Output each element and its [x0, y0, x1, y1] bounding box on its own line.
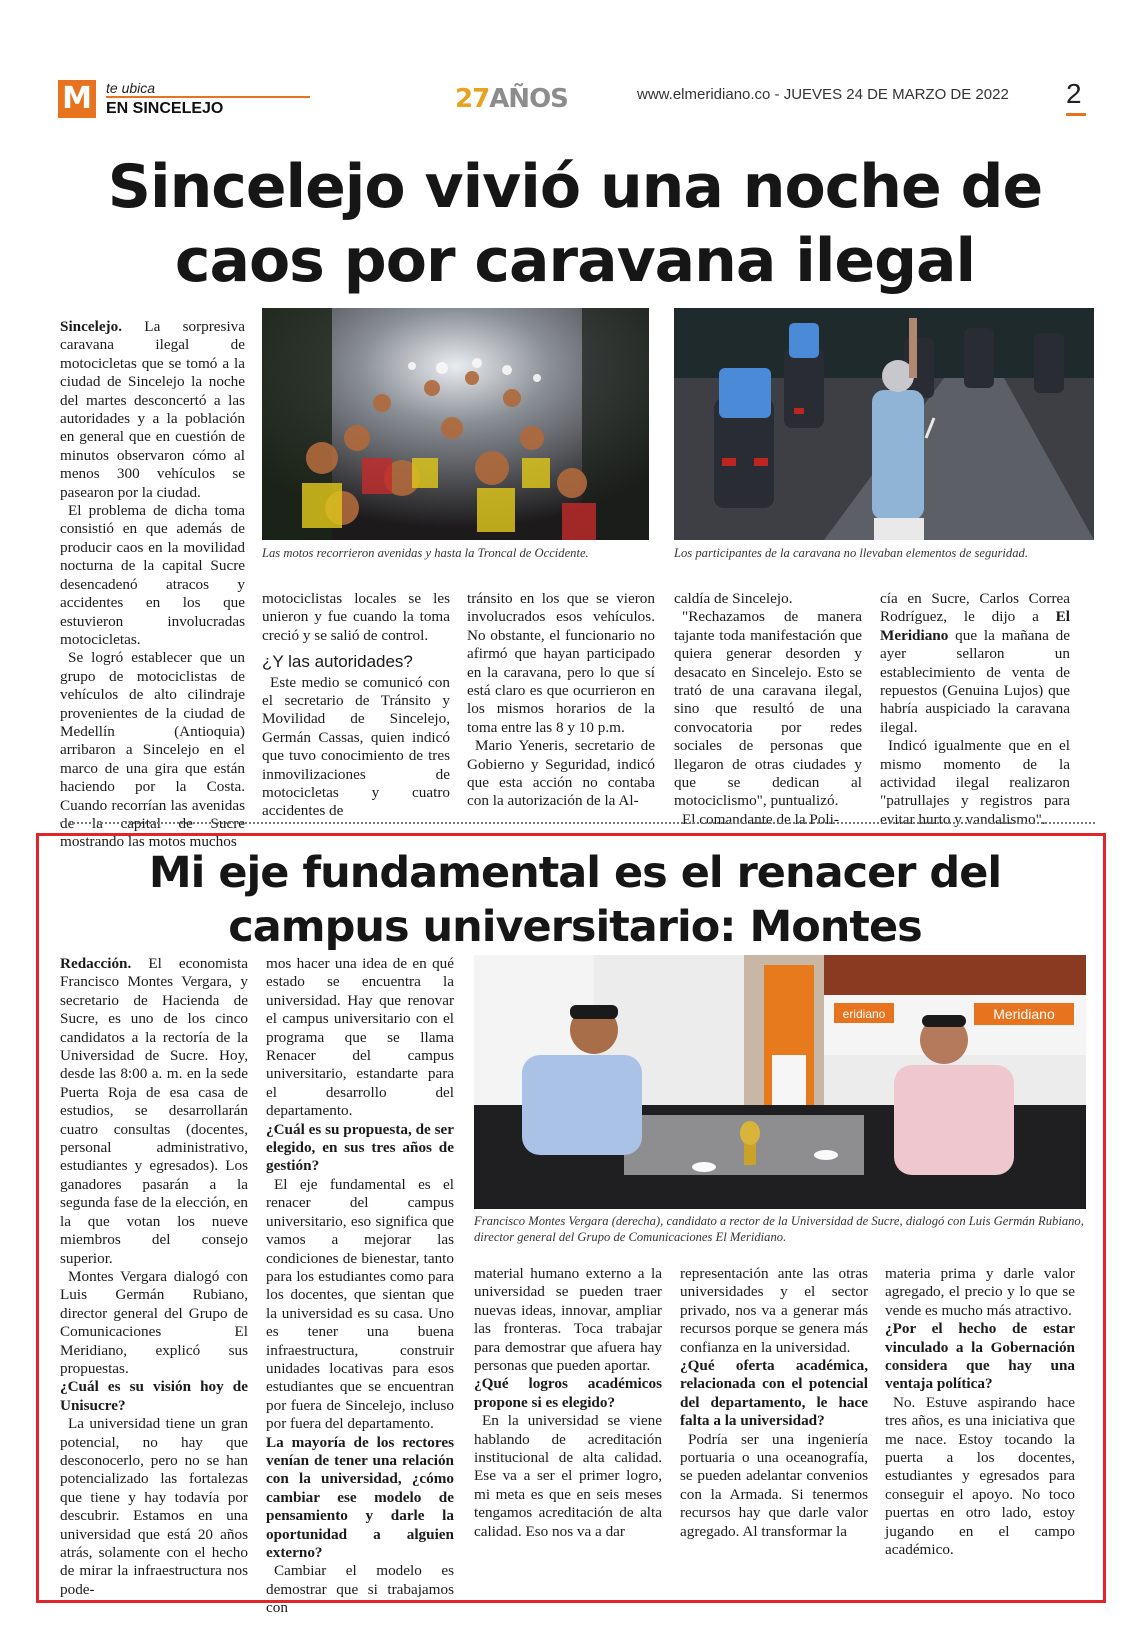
- story1-photo1-caption: Las motos recorrieron avenidas y hasta la Troncal de Occidente.: [262, 546, 589, 560]
- sign-left-text: eridiano: [842, 1007, 886, 1021]
- story2-question: ¿Cuál es su visión hoy de Unisucre?: [60, 1378, 248, 1414]
- story1-paragraph: motociclistas locales se les unieron y fue cuando la toma creció y se salió de control.: [262, 590, 450, 644]
- story2-lead-text: El economista Francisco Montes Vergara, y secretario de Hacienda de Sucre, es uno de los cinco candidatos a la rectoría de la Universidad de Sucre. Hoy, desde las 8:00 a. m. en la sede Puerta Roja de esa casa de estudios, se desarrollarán cuatro consultas (docentes, personal administrativo, estudiantes y egresados). Los ganadores pasarán a la segunda fase de la elección, en la que votan los nueve miembros del consejo superior.: [60, 955, 248, 1267]
- story2-column-5: [885, 1265, 1075, 1560]
- sign-right-text: Meridiano: [993, 1006, 1055, 1022]
- newspaper-logo: M: [58, 80, 96, 118]
- story1-subhead: ¿Y las autoridades?: [262, 652, 413, 672]
- story2-paragraph: La universidad tiene un gran potencial, no hay que desconocerlo, pero no se han potencializado las fortalezas que tiene y hay todavía por descubrir. Estamos en una universidad que está 20 años atrás, solamente con el hecho de mirar la infraestructura nos pode-: [60, 1415, 248, 1598]
- story2-column-4: [680, 1265, 868, 1541]
- story1-lead-paragraph: [60, 318, 245, 502]
- story1-column-5: [880, 590, 1070, 829]
- story1-column-4: [674, 590, 862, 829]
- story2-dateline: Redacción.: [60, 955, 132, 972]
- meridiano-sign-left: [834, 1003, 894, 1023]
- story1-text: cía en Sucre, Carlos Correa Rodríguez, le dijo a: [880, 590, 1070, 626]
- story2-photo-caption: Francisco Montes Vergara (derecha), candidato a rector de la Universidad de Sucre, dialogó con Luis Germán Rubiano, director general del Grupo de Comunicaciones El Meridiano.: [474, 1214, 1084, 1244]
- anniversary-badge: [455, 84, 568, 114]
- story1-paragraph: El comandante de la Poli-: [682, 810, 839, 828]
- story1-paragraph: caldía de Sincelejo.: [674, 590, 793, 607]
- story2-column-2: [266, 955, 454, 1618]
- story1-column-1: [60, 318, 245, 852]
- story2-paragraph: El eje fundamental es el renacer del campus universitario, eso significa que vamos a mejorar las condiciones de bienestar, tanto para los estudiantes como para los docentes, que sientan que la universidad es su casa. Uno es tener una buena infraestructura, construir unidades locativas para esos estudiantes que se encuentran por fuera de Sincelejo, incluso por fuera del departamento.: [266, 1175, 454, 1433]
- story1-photo2-caption: Los participantes de la caravana no llevaban elementos de seguridad.: [674, 546, 1028, 560]
- section-name: EN SINCELEJO: [106, 100, 224, 117]
- story1-paragraph: "Rechazamos de manera tajante toda manifestación que quiera generar desorden y desacato en Sincelejo. Esto se trató de una caravana ilegal, sino que resultó de una convocatoria por redes sociales de personas que llegaron de otras ciudades y que se dedican al motociclismo", puntualizó.: [674, 608, 862, 810]
- story2-question: ¿Cuál es su propuesta, de ser elegido, en sus tres años de gestión?: [266, 1120, 454, 1175]
- story2-photo-interview: [474, 955, 1086, 1209]
- section-tagline: te ubica: [106, 80, 156, 96]
- site-and-date: www.elmeridiano.co - JUEVES 24 DE MARZO DE 2022: [637, 86, 1009, 103]
- story2-paragraph: material humano externo a la universidad se pueden traer nuevas ideas, innovar, ampliar las fronteras. Toca trabajar para demostrar que afuera hay personas que pueden aportar.: [474, 1265, 662, 1375]
- section-rule: [106, 96, 310, 98]
- story1-paragraph: Este medio se comunicó con el secretario de Tránsito y Movilidad de Sincelejo, Germán Cassas, quien indicó que tuvo conocimiento de tres inmovilizaciones de motocicletas y cuatro accidentes de: [262, 673, 450, 820]
- story1-paragraph: [880, 590, 1070, 737]
- story1-newspaper-name: El Meridiano: [880, 608, 1070, 644]
- story1-photo-riders: [674, 308, 1094, 540]
- story2-column-3: [474, 1265, 662, 1541]
- riders-image: [674, 308, 1094, 540]
- interview-image: [474, 955, 1086, 1209]
- story1-dateline: Sincelejo.: [60, 318, 123, 335]
- story-divider: [60, 822, 1095, 824]
- story1-paragraph: Mario Yeneris, secretario de Gobierno y Seguridad, indicó que esta acción no contaba con la autorización de la Al-: [467, 737, 655, 810]
- story2-paragraph: Montes Vergara dialogó con Luis Germán Rubiano, director general del Grupo de Comunicaciones El Meridiano, explicó sus propuestas.: [60, 1267, 248, 1377]
- caravan-crowd-image: [262, 308, 649, 540]
- story2-question: ¿Por el hecho de estar vinculado a la Gobernación considera que hay una ventaja política?: [885, 1320, 1075, 1393]
- page-number: 2: [1066, 78, 1082, 109]
- story2-paragraph: Podría ser una ingeniería portuaria o una oceanografía, se pueden adelantar convenios con la Armada. Si tenermos recursos hay que darle valor agregado. Al transformar la: [680, 1430, 868, 1540]
- story2-lead-paragraph: [60, 955, 248, 1268]
- meridiano-sign-right: [974, 1003, 1074, 1025]
- story1-column-2: [262, 590, 450, 821]
- story1-lead-text: La sorpresiva caravana ilegal de motocicletas que se tomó a la ciudad de Sincelejo la noche del martes desconcertó a las autoridades y a la población en general que en cuestión de minutos observaron cómo al menos 300 vehículos se pasearon por la ciudad.: [60, 318, 246, 501]
- story2-question: La mayoría de los rectores venían de tener una relación con la universidad, ¿cómo cambiar ese modelo de pensamiento y darle la oportunidad a alguien externo?: [266, 1433, 454, 1561]
- story2-paragraph: materia prima y darle valor agregado, el precio y lo que se vende es mucho más atractivo.: [885, 1265, 1075, 1319]
- story1-headline: Sincelejo vivió una noche de caos por caravana ilegal: [107, 152, 1043, 296]
- story1-column-3: [467, 590, 655, 811]
- story1-text: que la mañana de ayer sellaron un establecimiento de venta de repuestos (Genuina Lujos) que habría auspiciado la caravana ilegal.: [880, 626, 1070, 736]
- story1-paragraph: Se logró establecer que un grupo de motociclistas de vehículos de alto cilindraje provenientes de la ciudad de Medellín (Antioquia) arribaron a Sincelejo en el marco de una gira que están haciendo por la Costa. Cuando recorrían las avenidas de la capital de Sucre mostrando las motos muchos: [60, 649, 245, 851]
- anniversary-text: AÑOS: [489, 84, 568, 114]
- page-number-rule: [1066, 113, 1086, 116]
- story2-paragraph: mos hacer una idea de en qué estado se encuentra la universidad. Hay que renovar el campus universitario con el programa que se llama Renacer del campus universitario, estandarte para el desarrollo del departamento.: [266, 955, 454, 1120]
- story1-paragraph: tránsito en los que se vieron involucrados esos vehículos. No obstante, el funcionario no afirmó que hayan participado en la caravana, pero lo que sí está claro es que ocurrieron en los mismos horarios de la toma entre las 8 y 10 p.m.: [467, 590, 655, 736]
- story1-paragraph: Indicó igualmente que en el mismo momento de la actividad ilegal realizaron "patrullajes y registros para evitar hurto y vandalismo".: [880, 737, 1070, 828]
- story2-question: ¿Qué oferta académica, relacionada con el potencial del departamento, le hace falta a la universidad?: [680, 1357, 868, 1430]
- story2-question: ¿Qué logros académicos propone si es elegido?: [474, 1375, 662, 1411]
- story2-column-1: [60, 955, 248, 1599]
- story2-headline: Mi eje fundamental es el renacer del campus universitario: Montes: [148, 848, 1002, 952]
- story2-paragraph: representación ante las otras universidades y el sector privado, nos va a generar más recursos porque se genera más confianza en la universidad.: [680, 1265, 868, 1356]
- anniversary-number: 27: [455, 84, 490, 114]
- story2-paragraph: En la universidad se viene hablando de acreditación institucional de alta calidad. Ese va a ser el primer logro, mi meta es que en seis meses tengamos acreditación de alta calidad. Eso nos va a dar: [474, 1412, 662, 1540]
- story2-paragraph: Cambiar el modelo es demostrar que si trabajamos con: [266, 1562, 454, 1617]
- story1-paragraph: El problema de dicha toma consistió en que además de producir caos en la movilidad nocturna de la capital Sucre desencadenó atracos y accidentes en los que estuvieron involucradas motocicletas.: [60, 502, 245, 648]
- story2-paragraph: No. Estuve aspirando hace tres años, es una iniciativa que me nace. Estoy tocando la puerta a los docentes, estudiantes y egresados para conseguir el apoyo. No toco puertas en otro lado, estoy jugando en el campo académico.: [885, 1393, 1075, 1559]
- story1-photo-caravan-night: [262, 308, 649, 540]
